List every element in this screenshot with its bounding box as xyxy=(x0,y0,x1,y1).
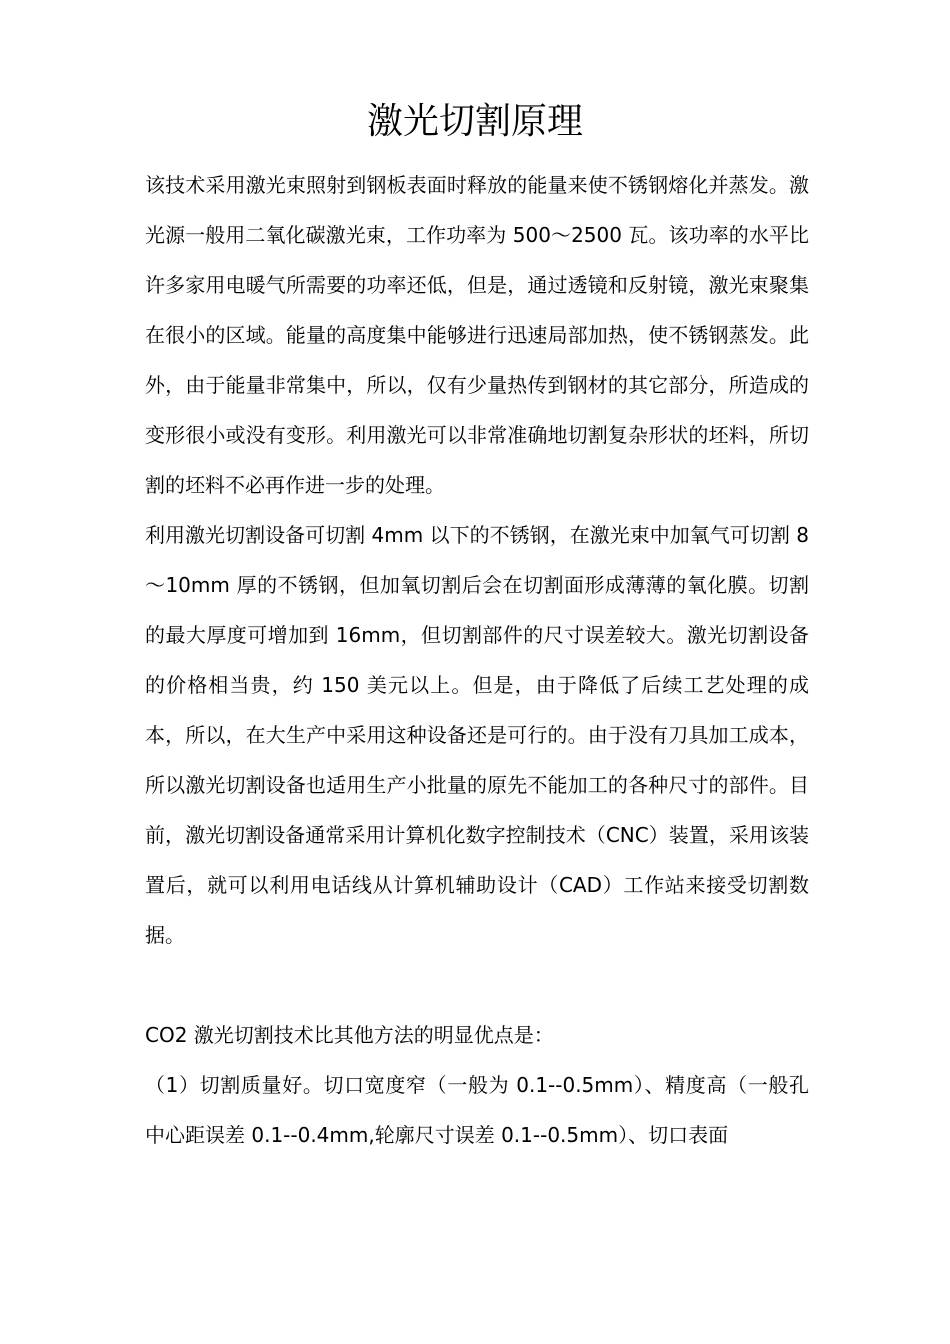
document-body xyxy=(145,160,809,1160)
paragraph-advantages-intro: CO2 激光切割技术比其他方法的明显优点是： xyxy=(145,1023,554,1047)
paragraph-equipment: 利用激光切割设备可切割 4mm 以下的不锈钢，在激光束中加氧气可切割 8～10mm 厚的不锈钢，但加氧切割后会在切割面形成薄薄的氧化膜。切割的最大厚度可增加到 16mm，但切割部件的尺寸误差较大。激光切割设备的价格相当贵，约 150 美元以上。但是，由于降低了后续工艺处理的成本，所以，在大生产中采用这种设备还是可行的。由于没有刀具加工成本，所以激光切割设备也适用生产小批量的原先不能加工的各种尺寸的部件。目前，激光切割设备通常采用计算机化数字控制技术（CNC）装置，采用该装置后，就可以利用电话线从计算机辅助设计（CAD）工作站来接受切割数据。 xyxy=(145,523,809,947)
paragraph-principle: 该技术采用激光束照射到钢板表面时释放的能量来使不锈钢熔化并蒸发。激光源一般用二氧化碳激光束，工作功率为 500～2500 瓦。该功率的水平比许多家用电暖气所需要的功率还低，但是，通过透镜和反射镜，激光束聚集在很小的区域。能量的高度集中能够进行迅速局部加热，使不锈钢蒸发。此外，由于能量非常集中，所以，仅有少量热传到钢材的其它部分，所造成的变形很小或没有变形。利用激光可以非常准确地切割复杂形状的坯料，所切割的坯料不必再作进一步的处理。 xyxy=(145,173,809,497)
paragraph-spacer xyxy=(145,960,809,1010)
paragraph-advantage-1: （1）切割质量好。切口宽度窄（一般为 0.1--0.5mm）、精度高（一般孔中心距误差 0.1--0.4mm,轮廓尺寸误差 0.1--0.5mm）、切口表面 xyxy=(145,1073,809,1147)
document-title: 激光切割原理 xyxy=(366,101,583,142)
